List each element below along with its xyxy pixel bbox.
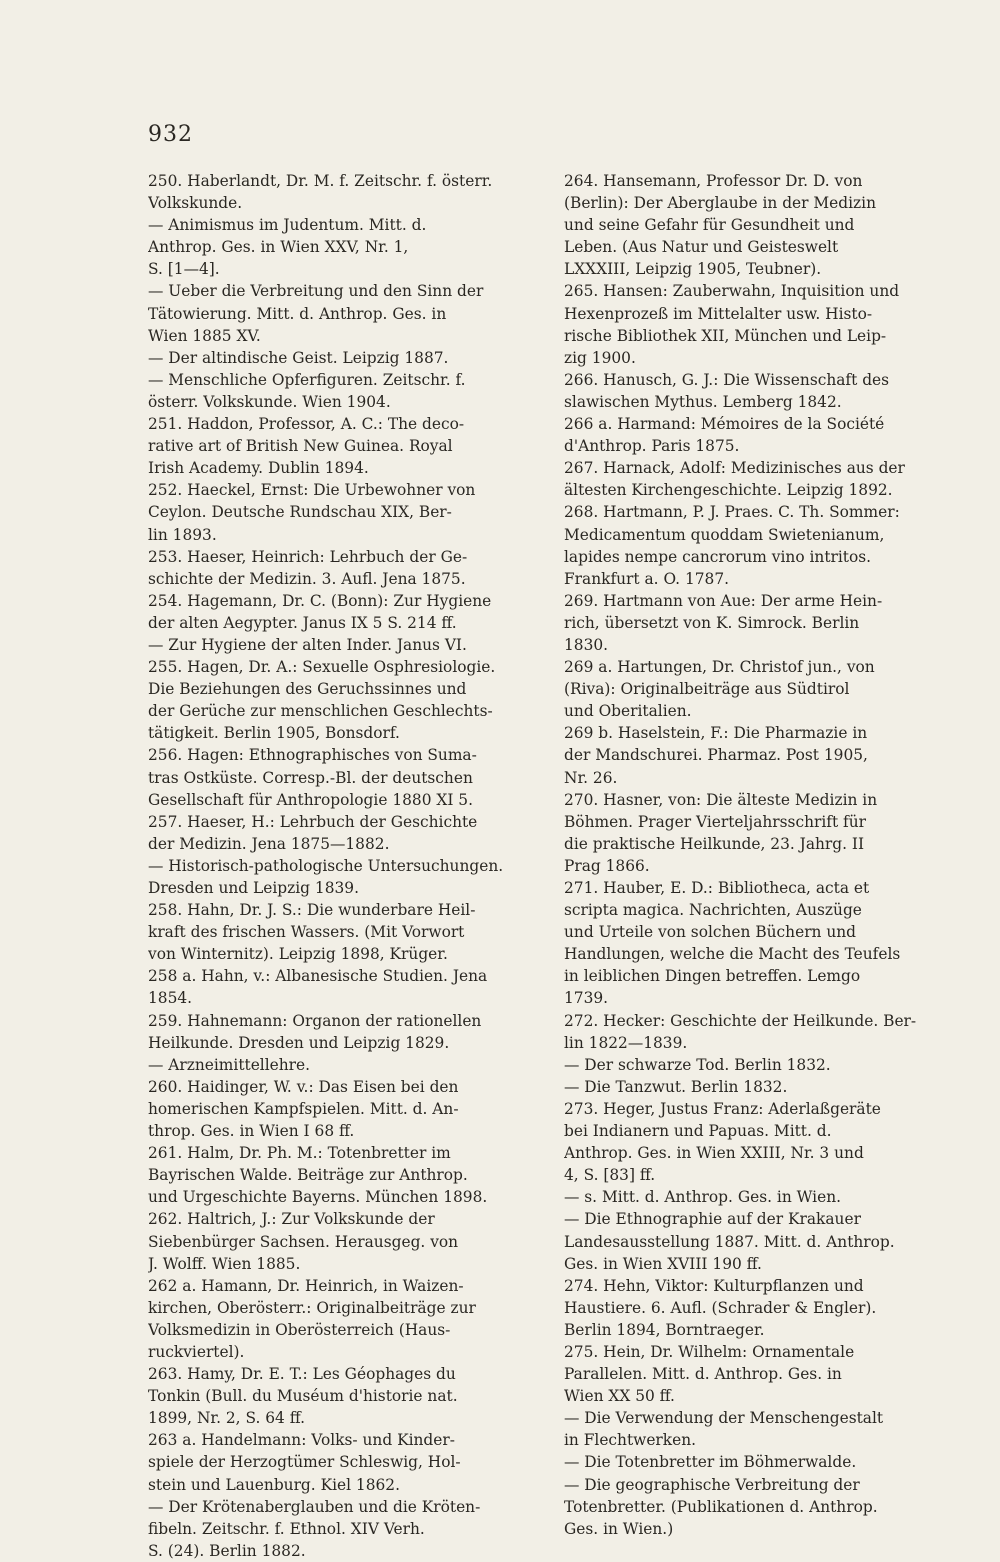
text-line: kirchen, Oberösterr.: Originalbeiträge zur xyxy=(148,1298,476,1317)
text-line: von Winternitz). Leipzig 1898, Krüger. xyxy=(148,945,448,964)
text-line: Volksmedizin in Oberösterreich (Haus- xyxy=(148,1320,451,1339)
text-line: Dresden und Leipzig 1839. xyxy=(148,879,359,897)
text-line: 264. Hansemann, Professor Dr. D. von xyxy=(564,172,863,190)
text-line: 262 a. Hamann, Dr. Heinrich, in Waizen- xyxy=(148,1276,464,1295)
text-line: 269 b. Haselstein, F.: Die Pharmazie in xyxy=(564,724,868,743)
text-line: — Menschliche Opferfiguren. Zeitschr. f. xyxy=(148,370,466,389)
text-line: — Ueber die Verbreitung und den Sinn der xyxy=(148,282,484,301)
text-line: ältesten Kirchengeschichte. Leipzig 1892. xyxy=(564,481,893,500)
text-line: schichte der Medizin. 3. Aufl. Jena 1875. xyxy=(148,569,466,588)
text-line: ruckviertel). xyxy=(148,1342,245,1361)
text-line: Prag 1866. xyxy=(564,856,650,875)
text-line: LXXXIII, Leipzig 1905, Teubner). xyxy=(564,260,822,279)
text-line: Tonkin (Bull. du Muséum d'historie nat. xyxy=(148,1387,458,1406)
text-line: — Die Tanzwut. Berlin 1832. xyxy=(564,1077,788,1096)
text-line: und seine Gefahr für Gesundheit und xyxy=(564,216,855,235)
text-line: 255. Hagen, Dr. A.: Sexuelle Osphresiologie. xyxy=(148,658,496,677)
text-line: Hexenprozeß im Mittelalter usw. Histo- xyxy=(564,304,873,323)
text-line: scripta magica. Nachrichten, Auszüge xyxy=(564,901,862,920)
text-line: Ges. in Wien XVIII 190 ff. xyxy=(564,1254,762,1273)
text-line: 263 a. Handelmann: Volks- und Kinder- xyxy=(148,1431,455,1450)
text-line: Ceylon. Deutsche Rundschau XIX, Ber- xyxy=(148,503,452,522)
text-line: — Historisch-pathologische Untersuchungen. xyxy=(148,856,504,875)
text-line: — s. Mitt. d. Anthrop. Ges. in Wien. xyxy=(564,1188,842,1207)
text-line: 272. Hecker: Geschichte der Heilkunde. Ber- xyxy=(564,1011,917,1030)
text-line: 266 a. Harmand: Mémoires de la Société xyxy=(564,415,885,434)
text-line: Die Beziehungen des Geruchssinnes und xyxy=(148,680,467,699)
text-line: 1830. xyxy=(564,635,609,654)
text-line: rative art of British New Guinea. Royal xyxy=(148,437,453,456)
text-line: tras Ostküste. Corresp.-Bl. der deutschen xyxy=(148,768,473,787)
text-line: 262. Haltrich, J.: Zur Volkskunde der xyxy=(148,1210,435,1229)
text-line: Haustiere. 6. Aufl. (Schrader & Engler). xyxy=(564,1298,877,1317)
text-line: zig 1900. xyxy=(564,348,636,367)
text-line: fibeln. Zeitschr. f. Ethnol. XIV Verh. xyxy=(148,1519,425,1538)
text-line: Totenbretter. (Publikationen d. Anthrop. xyxy=(564,1497,878,1516)
text-line: Leben. (Aus Natur und Geisteswelt xyxy=(564,238,839,257)
right-column xyxy=(564,170,932,1540)
text-line: rische Bibliothek XII, München und Leip- xyxy=(564,326,887,345)
text-line: Medicamentum quoddam Swietenianum, xyxy=(564,525,885,544)
text-line: 274. Hehn, Viktor: Kulturpflanzen und xyxy=(564,1276,864,1295)
text-line: 260. Haidinger, W. v.: Das Eisen bei den xyxy=(148,1077,459,1096)
text-line: spiele der Herzogtümer Schleswig, Hol- xyxy=(148,1453,461,1472)
text-line: und Urteile von solchen Büchern und xyxy=(564,923,857,942)
text-line: homerischen Kampfspielen. Mitt. d. An- xyxy=(148,1099,459,1118)
text-line: Tätowierung. Mitt. d. Anthrop. Ges. in xyxy=(148,304,447,323)
text-line: 275. Hein, Dr. Wilhelm: Ornamentale xyxy=(564,1342,855,1361)
text-line: und Oberitalien. xyxy=(564,702,692,721)
text-line: tätigkeit. Berlin 1905, Bonsdorf. xyxy=(148,724,400,743)
text-line: — Zur Hygiene der alten Inder. Janus VI. xyxy=(148,635,467,654)
text-line: 4, S. [83] ff. xyxy=(564,1166,656,1185)
text-line: Berlin 1894, Borntraeger. xyxy=(564,1320,765,1339)
text-line: d'Anthrop. Paris 1875. xyxy=(564,437,740,456)
text-line: slawischen Mythus. Lemberg 1842. xyxy=(564,392,842,411)
text-line: throp. Ges. in Wien I 68 ff. xyxy=(148,1122,355,1141)
text-line: 1899, Nr. 2, S. 64 ff. xyxy=(148,1409,305,1428)
text-line: S. [1—4]. xyxy=(148,260,220,279)
text-line: Volkskunde. xyxy=(148,194,243,213)
text-line: (Berlin): Der Aberglaube in der Medizin xyxy=(564,194,876,213)
text-line: Gesellschaft für Anthropologie 1880 XI 5. xyxy=(148,790,473,809)
left-column xyxy=(148,170,516,1562)
text-line: S. (24). Berlin 1882. xyxy=(148,1541,306,1560)
text-line: 1854. xyxy=(148,989,193,1008)
text-line: 254. Hagemann, Dr. C. (Bonn): Zur Hygiene xyxy=(148,591,492,610)
text-line: 266. Hanusch, G. J.: Die Wissenschaft des xyxy=(564,370,890,389)
text-line: Siebenbürger Sachsen. Herausgeg. von xyxy=(148,1232,459,1251)
text-line: der Mandschurei. Pharmaz. Post 1905, xyxy=(564,746,868,765)
text-line: — Die Verwendung der Menschengestalt xyxy=(564,1409,884,1428)
text-line: Wien XX 50 ff. xyxy=(564,1387,675,1406)
text-line: Böhmen. Prager Vierteljahrsschrift für xyxy=(564,812,866,831)
text-line: Landesausstellung 1887. Mitt. d. Anthrop. xyxy=(564,1232,895,1251)
text-line: 263. Hamy, Dr. E. T.: Les Géophages du xyxy=(148,1365,456,1384)
text-line: rich, übersetzt von K. Simrock. Berlin xyxy=(564,613,860,632)
text-line: — Der altindische Geist. Leipzig 1887. xyxy=(148,348,449,367)
text-line: Anthrop. Ges. in Wien XXV, Nr. 1, xyxy=(148,238,409,257)
text-line: Anthrop. Ges. in Wien XXIII, Nr. 3 und xyxy=(564,1144,864,1163)
text-line: lin 1822—1839. xyxy=(564,1033,688,1052)
text-line: Parallelen. Mitt. d. Anthrop. Ges. in xyxy=(564,1365,842,1384)
text-line: österr. Volkskunde. Wien 1904. xyxy=(148,392,391,411)
text-line: (Riva): Originalbeiträge aus Südtirol xyxy=(564,680,850,699)
text-line: Handlungen, welche die Macht des Teufels xyxy=(564,945,901,964)
text-line: 271. Hauber, E. D.: Bibliotheca, acta et xyxy=(564,879,870,897)
text-line: in Flechtwerken. xyxy=(564,1431,697,1450)
text-line: bei Indianern und Papuas. Mitt. d. xyxy=(564,1122,832,1141)
text-line: 265. Hansen: Zauberwahn, Inquisition und xyxy=(564,282,900,301)
text-line: lin 1893. xyxy=(148,525,217,544)
text-line: in leiblichen Dingen betreffen. Lemgo xyxy=(564,967,861,986)
text-line: 259. Hahnemann: Organon der rationellen xyxy=(148,1011,482,1030)
text-line: stein und Lauenburg. Kiel 1862. xyxy=(148,1475,400,1494)
text-line: 252. Haeckel, Ernst: Die Urbewohner von xyxy=(148,481,476,500)
text-line: — Die Totenbretter im Böhmerwalde. xyxy=(564,1453,857,1472)
text-line: und Urgeschichte Bayerns. München 1898. xyxy=(148,1188,488,1207)
page-number: 932 xyxy=(148,122,193,147)
text-line: — Die Ethnographie auf der Krakauer xyxy=(564,1210,861,1229)
text-line: 1739. xyxy=(564,989,609,1008)
text-line: Ges. in Wien.) xyxy=(564,1519,674,1538)
text-line: — Der Krötenaberglauben und die Kröten- xyxy=(148,1497,481,1516)
text-line: 273. Heger, Justus Franz: Aderlaßgeräte xyxy=(564,1099,881,1118)
text-line: 256. Hagen: Ethnographisches von Suma- xyxy=(148,746,477,765)
text-line: der Medizin. Jena 1875—1882. xyxy=(148,834,390,853)
text-line: 251. Haddon, Professor, A. C.: The deco- xyxy=(148,415,465,434)
text-line: 269. Hartmann von Aue: Der arme Hein- xyxy=(564,591,883,610)
text-line: Frankfurt a. O. 1787. xyxy=(564,569,730,588)
text-line: Irish Academy. Dublin 1894. xyxy=(148,459,369,478)
text-line: Wien 1885 XV. xyxy=(148,326,261,345)
text-line: 267. Harnack, Adolf: Medizinisches aus der xyxy=(564,459,905,478)
text-line: die praktische Heilkunde, 23. Jahrg. II xyxy=(564,834,865,853)
text-line: lapides nempe cancrorum vino intritos. xyxy=(564,547,872,566)
text-line: 253. Haeser, Heinrich: Lehrbuch der Ge- xyxy=(148,547,468,566)
text-line: der alten Aegypter. Janus IX 5 S. 214 ff. xyxy=(148,613,457,632)
text-line: Nr. 26. xyxy=(564,768,618,787)
text-line: — Der schwarze Tod. Berlin 1832. xyxy=(564,1055,831,1074)
text-line: 258 a. Hahn, v.: Albanesische Studien. Jena xyxy=(148,967,488,986)
text-line: 257. Haeser, H.: Lehrbuch der Geschichte xyxy=(148,812,478,831)
text-line: J. Wolff. Wien 1885. xyxy=(148,1254,301,1273)
text-line: 270. Hasner, von: Die älteste Medizin in xyxy=(564,790,878,809)
text-line: 258. Hahn, Dr. J. S.: Die wunderbare Heil- xyxy=(148,901,476,920)
text-line: — Animismus im Judentum. Mitt. d. xyxy=(148,216,427,235)
text-line: — Die geographische Verbreitung der xyxy=(564,1475,860,1494)
text-line: 261. Halm, Dr. Ph. M.: Totenbretter im xyxy=(148,1144,451,1163)
text-line: kraft des frischen Wassers. (Mit Vorwort xyxy=(148,923,465,942)
text-line: 268. Hartmann, P. J. Praes. C. Th. Sommer: xyxy=(564,503,900,522)
text-line: 269 a. Hartungen, Dr. Christof jun., von xyxy=(564,658,875,677)
text-line: 250. Haberlandt, Dr. M. f. Zeitschr. f. österr. xyxy=(148,172,493,190)
text-line: Heilkunde. Dresden und Leipzig 1829. xyxy=(148,1033,450,1052)
text-line: — Arzneimittellehre. xyxy=(148,1055,311,1074)
text-line: der Gerüche zur menschlichen Geschlechts- xyxy=(148,702,493,721)
text-line: Bayrischen Walde. Beiträge zur Anthrop. xyxy=(148,1166,468,1185)
